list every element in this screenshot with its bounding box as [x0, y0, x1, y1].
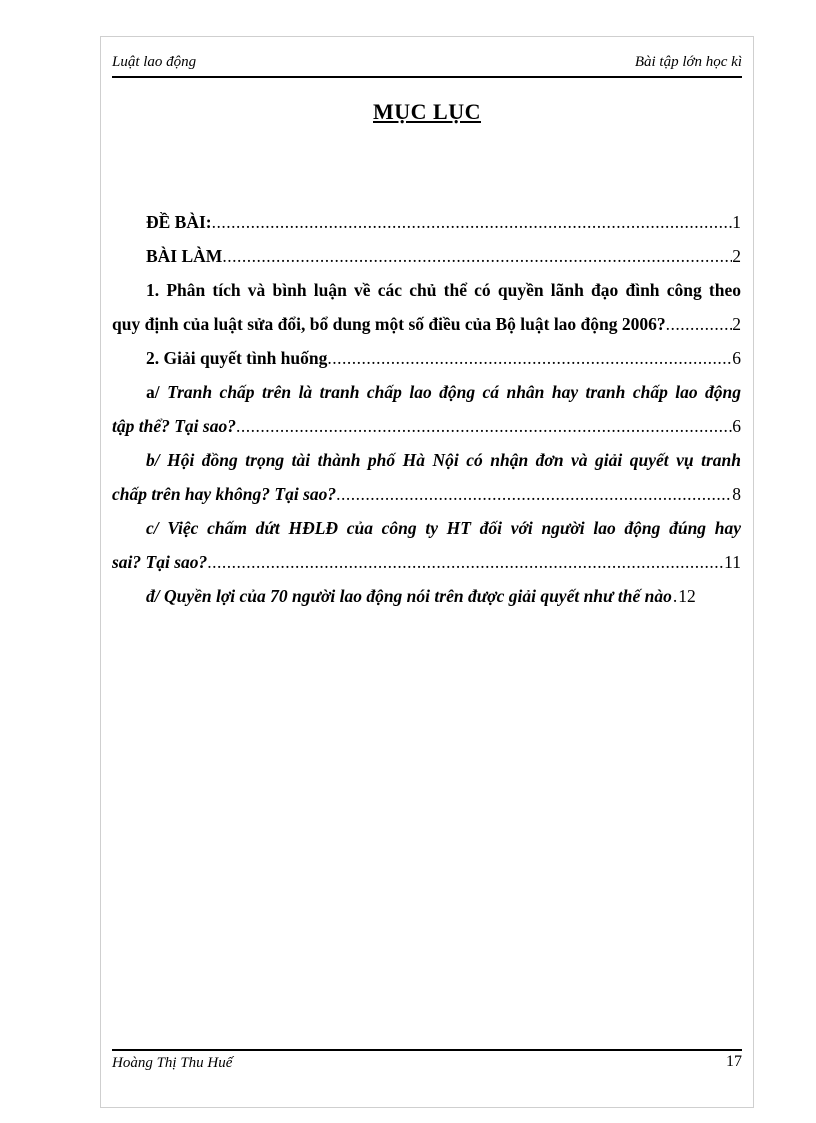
- toc-prefix: a/: [146, 382, 160, 402]
- dot-leader: [336, 477, 732, 511]
- dot-leader-short: .: [672, 586, 678, 606]
- toc-label-line-1: 1. Phân tích và bình luận về các chủ thể có quyền lãnh đạo đình công theo: [146, 280, 741, 300]
- toc-label-line-2: tập thể? Tại sao?: [112, 416, 236, 436]
- toc-entry-question-a[interactable]: [112, 375, 741, 443]
- dot-leader: [207, 545, 724, 579]
- page-header: [112, 52, 742, 78]
- dot-leader: [212, 205, 733, 239]
- page-footer: [112, 1049, 742, 1081]
- header-subject: Luật lao động: [112, 54, 197, 70]
- header-assignment: Bài tập lớn học kì: [634, 54, 742, 70]
- toc-label: ĐỀ BÀI:: [146, 212, 212, 232]
- toc-page-number: 6: [732, 416, 741, 436]
- toc-label-line-1: Tranh chấp trên là tranh chấp lao động cá nhân hay tranh chấp lao động: [167, 382, 742, 402]
- page-title: MỤC LỤC: [373, 99, 481, 124]
- toc-label: BÀI LÀM: [146, 246, 223, 266]
- toc-page-number: 6: [732, 348, 741, 368]
- toc-label-line-2: chấp trên hay không? Tại sao?: [112, 484, 337, 504]
- toc-entry-de-bai[interactable]: [112, 205, 741, 239]
- toc-label-line-1: b/ Hội đồng trọng tài thành phố Hà Nội có nhận đơn và giải quyết vụ tranh: [146, 450, 741, 470]
- toc-entry-question-c[interactable]: [112, 511, 741, 579]
- toc-label: đ/ Quyền lợi của 70 người lao động nói trên được giải quyết như thế nào: [146, 586, 672, 606]
- footer-author: Hoàng Thị Thu Huế: [112, 1055, 233, 1071]
- dot-leader: [327, 341, 732, 375]
- toc-label-line-1: c/ Việc chấm dứt HĐLĐ của công ty HT đối với người lao động đúng hay: [146, 518, 741, 538]
- toc-entry-bai-lam[interactable]: [112, 239, 741, 273]
- dot-leader: [222, 239, 732, 273]
- toc-page-number: 1: [732, 212, 741, 232]
- dot-leader: [236, 409, 732, 443]
- toc-entry-section-2[interactable]: [112, 341, 741, 375]
- toc-entry-section-1[interactable]: [112, 273, 741, 341]
- footer-page-number: 17: [726, 1053, 742, 1070]
- toc-entry-question-d[interactable]: [112, 579, 741, 613]
- toc-label-line-2: sai? Tại sao?: [112, 552, 208, 572]
- dot-leader: [666, 307, 733, 341]
- toc-label: 2. Giải quyết tình huống: [146, 348, 328, 368]
- toc-page-number: 11: [724, 552, 741, 572]
- table-of-contents: [112, 205, 741, 613]
- toc-label-line-2: quy định của luật sửa đổi, bổ dung một số điều của Bộ luật lao động 2006?: [112, 314, 666, 334]
- toc-page-number: 2: [732, 314, 741, 334]
- toc-page-number: 2: [732, 246, 741, 266]
- toc-entry-question-b[interactable]: [112, 443, 741, 511]
- toc-page-number: 8: [732, 484, 741, 504]
- toc-page-number: 12: [678, 586, 696, 606]
